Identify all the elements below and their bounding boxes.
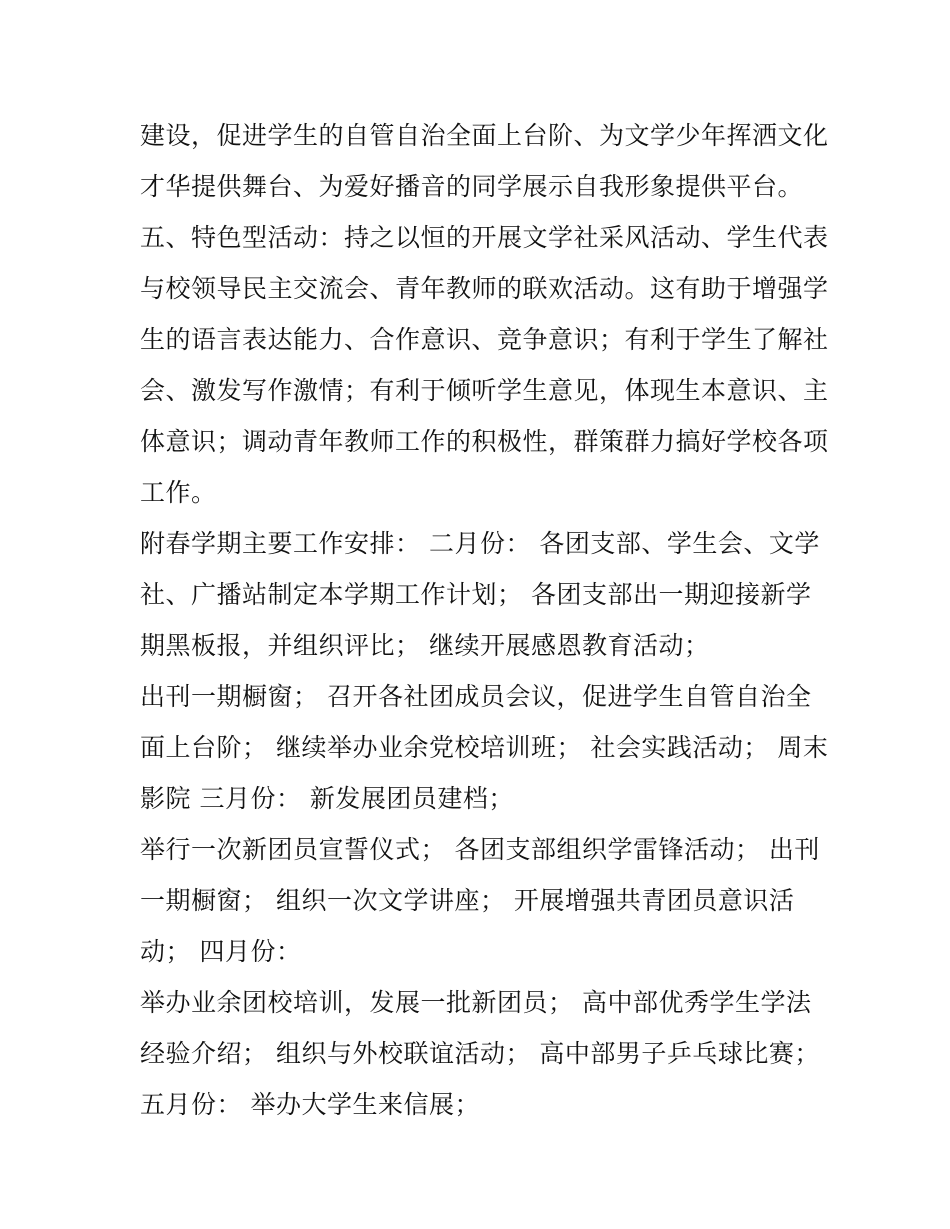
text-line-7: 体意识；调动青年教师工作的积极性，群策群力搞好学校各项 <box>140 427 829 456</box>
text-line-10: 社、广播站制定本学期工作计划； 各团支部出一期迎接新学 <box>140 580 812 609</box>
text-line-2: 才华提供舞台、为爱好播音的同学展示自我形象提供平台。 <box>140 172 804 201</box>
text-line-11: 期黑板报，并组织评比； 继续开展感恩教育活动； <box>140 631 710 660</box>
text-line-15: 举行一次新团员宣誓仪式； 各团支部组织学雷锋活动； 出刊 <box>140 835 820 864</box>
text-line-16: 一期橱窗； 组织一次文学讲座； 开展增强共青团员意识活 <box>140 886 795 915</box>
text-line-3: 五、特色型活动：持之以恒的开展文学社采风活动、学生代表 <box>140 223 829 252</box>
text-line-13: 面上台阶； 继续举办业余党校培训班； 社会实践活动； 周末 <box>140 733 829 762</box>
text-line-20: 五月份： 举办大学生来信展； <box>140 1090 480 1119</box>
text-line-8: 工作。 <box>140 478 217 507</box>
text-line-6: 会、激发写作激情；有利于倾听学生意见，体现生本意识、主 <box>140 376 829 405</box>
text-line-18: 举办业余团校培训，发展一批新团员； 高中部优秀学生学法 <box>140 988 812 1017</box>
text-line-5: 生的语言表达能力、合作意识、竞争意识；有利于学生了解社 <box>140 325 829 354</box>
text-line-1: 建设，促进学生的自管自治全面上台阶、为文学少年挥洒文化 <box>140 121 829 150</box>
document-body <box>140 110 830 1130</box>
text-line-4: 与校领导民主交流会、青年教师的联欢活动。这有助于增强学 <box>140 274 829 303</box>
text-line-12: 出刊一期橱窗； 召开各社团成员会议，促进学生自管自治全 <box>140 682 812 711</box>
text-line-14: 影院 三月份： 新发展团员建档； <box>140 784 514 813</box>
text-line-9: 附春学期主要工作安排： 二月份： 各团支部、学生会、文学 <box>140 529 820 558</box>
text-line-17: 动； 四月份： <box>140 937 302 966</box>
text-line-19: 经验介绍； 组织与外校联谊活动； 高中部男子乒乓球比赛； <box>140 1039 820 1068</box>
